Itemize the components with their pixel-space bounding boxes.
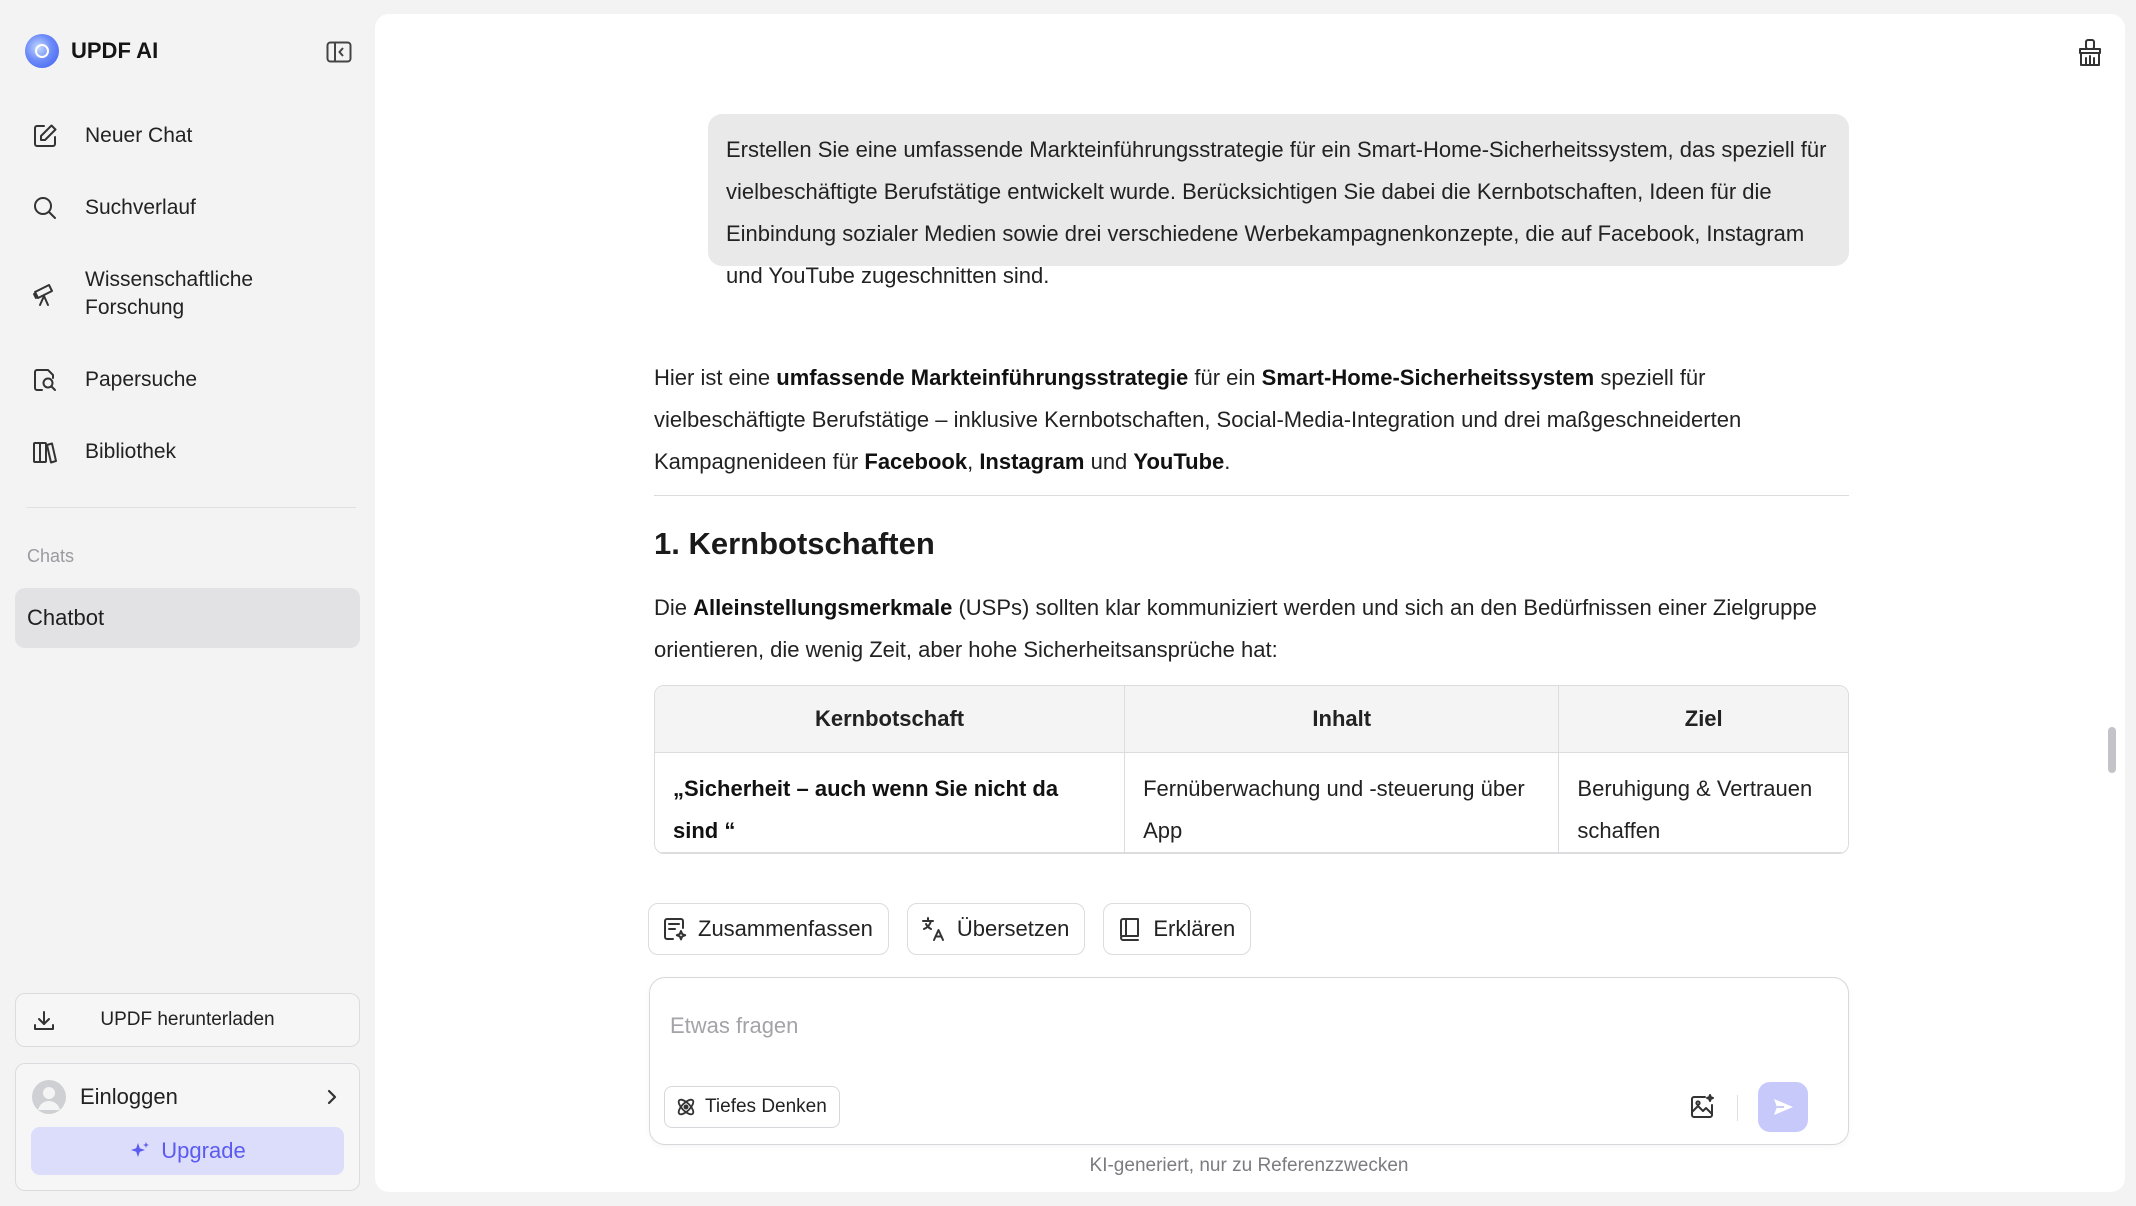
answer-bold: umfassende Markteinführungsstrategie — [776, 365, 1189, 390]
table-cell: Fernüberwachung und -steuerung über App — [1124, 753, 1558, 853]
sidebar-toggle-icon — [326, 41, 352, 63]
atom-icon — [675, 1096, 697, 1118]
chip-label: Zusammenfassen — [698, 916, 873, 941]
avatar — [32, 1080, 66, 1114]
upgrade-label: Upgrade — [161, 1138, 246, 1163]
explain-button[interactable] — [1103, 903, 1251, 955]
user-message: Erstellen Sie eine umfassende Markteinführungsstrategie für ein Smart-Home-Sicherheitssystem, das speziell für vielbeschäftigte Berufstätige entwickelt wurde. Berücksichtigen Sie dabei die Kernbotschaften, Ideen für die Einbindung sozialer Medien sowie drei verschiedene Werbekampagnenkonzepte, die auf Facebook, Instagram und YouTube zugeschnitten sind. — [708, 114, 1849, 266]
nav-label: Papersuche — [85, 368, 198, 391]
clear-chat-button[interactable] — [2073, 36, 2107, 70]
library-icon — [31, 438, 59, 466]
answer-divider — [654, 495, 1849, 496]
chat-panel — [375, 14, 2125, 1192]
answer-bold: Instagram — [979, 449, 1085, 474]
answer-text: speziell für vielbeschäftigte Berufstätige – inklusive Kernbotschaften, Social-Media-Integration und drei maßgeschneiderten Kampagnenideen für — [654, 365, 1742, 474]
table-header: Ziel — [1558, 686, 1848, 753]
nav-item-wissenschaftliche-forschung[interactable] — [15, 244, 360, 344]
nav-label: Bibliothek — [85, 440, 177, 463]
image-sparkle-icon — [1688, 1093, 1716, 1121]
edit-icon — [31, 122, 59, 150]
telescope-icon — [31, 280, 59, 308]
chats-section-label: Chats — [27, 546, 75, 566]
chevron-right-icon — [321, 1086, 343, 1108]
paper-search-icon — [31, 366, 59, 394]
app-title: UPDF AI — [71, 38, 159, 63]
sidebar-divider — [26, 507, 356, 508]
nav-label: Suchverlauf — [85, 196, 196, 219]
table-row — [655, 753, 1848, 853]
download-icon — [30, 1007, 58, 1035]
login-label: Einloggen — [80, 1084, 178, 1109]
nav-item-neuer-chat[interactable] — [15, 100, 360, 172]
nav-item-suchverlauf[interactable] — [15, 172, 360, 244]
nav-item-papersuche[interactable] — [15, 344, 360, 416]
table-cell: Beruhigung & Vertrauen schaffen — [1558, 753, 1848, 853]
para-bold: Alleinstellungsmerkmale — [693, 595, 953, 620]
para-text: (USPs) sollten klar kommuniziert werden und sich an den Bedürfnissen einer Zielgruppe orientieren, die wenig Zeit, aber hohe Sicherheitsansprüche hat: — [654, 595, 1817, 662]
ai-disclaimer: KI-generiert, nur zu Referenzzwecken — [1089, 1155, 1409, 1176]
login-button[interactable] — [16, 1064, 359, 1130]
deep-think-toggle[interactable] — [664, 1086, 840, 1128]
answer-text: und — [1084, 449, 1134, 474]
chip-label: Erklären — [1153, 916, 1236, 941]
image-upload-button[interactable] — [1684, 1089, 1720, 1125]
table-header: Kernbotschaft — [655, 686, 1124, 753]
send-button[interactable] — [1758, 1082, 1808, 1132]
summarize-icon — [662, 916, 688, 942]
download-label: UPDF herunterladen — [100, 1009, 275, 1030]
updf-ai-logo-icon — [25, 34, 59, 68]
download-updf-button[interactable] — [15, 993, 360, 1047]
prompt-input[interactable] — [670, 1006, 1670, 1046]
answer-intro — [654, 357, 1849, 483]
para-text: Die — [654, 595, 694, 620]
upgrade-button[interactable] — [31, 1127, 344, 1175]
quick-actions — [648, 903, 1269, 955]
section-paragraph — [654, 587, 1849, 671]
sidebar-nav — [15, 100, 360, 488]
table-header: Inhalt — [1124, 686, 1558, 753]
answer-bold: YouTube — [1133, 449, 1225, 474]
messages-table — [654, 685, 1849, 854]
section-heading: 1. Kernbotschaften — [654, 526, 935, 561]
user-icon — [32, 1080, 66, 1114]
answer-bold: Facebook — [864, 449, 968, 474]
broom-icon — [2076, 38, 2104, 68]
chat-item-chatbot[interactable]: Chatbot — [15, 588, 360, 648]
summarize-button[interactable] — [648, 903, 889, 955]
answer-text: Hier ist eine — [654, 365, 777, 390]
answer-text: . — [1224, 449, 1231, 474]
answer-text: , — [967, 449, 980, 474]
brand — [25, 34, 158, 68]
account-panel — [15, 1063, 360, 1191]
book-icon — [1117, 916, 1143, 942]
sidebar — [0, 0, 374, 1206]
table-cell: „Sicherheit – auch wenn Sie nicht da sind “ — [655, 753, 1124, 853]
table-header-row — [655, 686, 1848, 753]
composer-separator — [1737, 1095, 1738, 1121]
conversation-scrollbar[interactable] — [2108, 727, 2116, 773]
nav-label: Wissenschaftliche Forschung — [85, 268, 254, 319]
composer — [649, 977, 1849, 1145]
collapse-sidebar-button[interactable] — [324, 37, 354, 67]
nav-item-bibliothek[interactable] — [15, 416, 360, 488]
nav-label: Neuer Chat — [85, 124, 193, 147]
chip-label: Übersetzen — [956, 916, 1070, 941]
conversation — [654, 14, 1849, 862]
translate-icon — [921, 916, 947, 942]
answer-text: für ein — [1188, 365, 1262, 390]
send-icon — [1771, 1095, 1795, 1119]
answer-bold: Smart-Home-Sicherheitssystem — [1261, 365, 1595, 390]
deep-think-label: Tiefes Denken — [705, 1096, 827, 1117]
translate-button[interactable] — [907, 903, 1086, 955]
search-icon — [31, 194, 59, 222]
sparkle-icon — [129, 1140, 151, 1162]
